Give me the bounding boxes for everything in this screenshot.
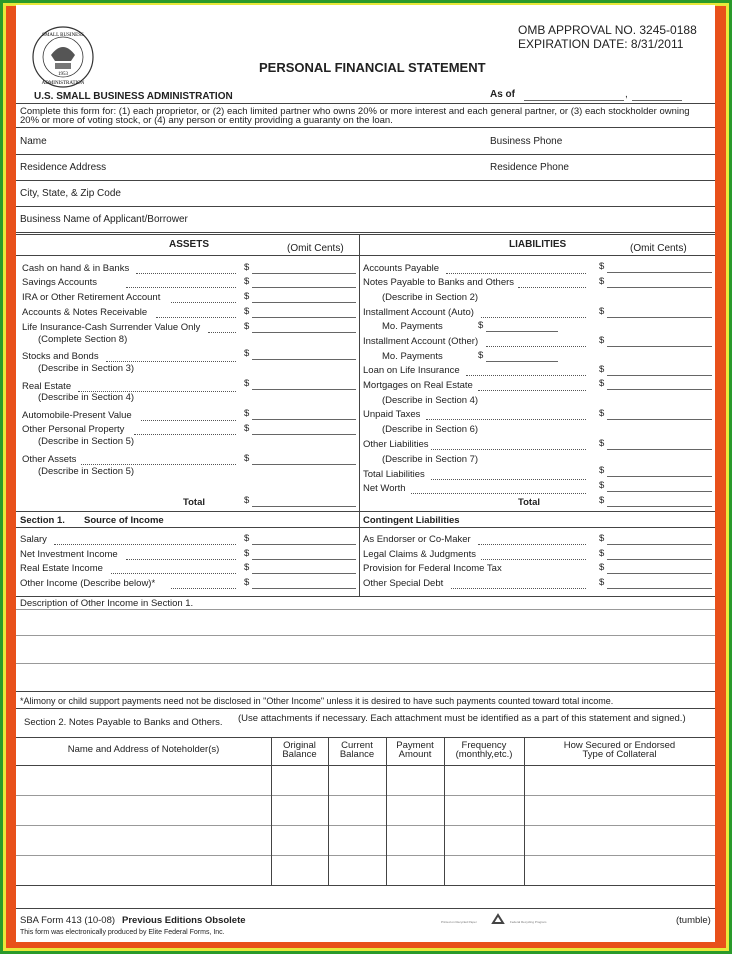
liability-notes-payable: Notes Payable to Banks and Others <box>363 277 515 288</box>
contingent-federal-tax: Provision for Federal Income Tax <box>363 563 502 574</box>
income-salary: Salary <box>20 534 47 545</box>
income-other-input[interactable] <box>252 588 356 589</box>
liability-total-liabilities: Total Liabilities <box>363 469 425 480</box>
tumble-label: (tumble) <box>676 915 711 926</box>
previous-editions-obsolete: Previous Editions Obsolete <box>122 915 246 926</box>
liability-life-insurance-loan-input[interactable] <box>607 375 712 376</box>
contingent-legal-claims-input[interactable] <box>607 559 712 560</box>
currency-sign: $ <box>599 480 605 491</box>
currency-sign: $ <box>244 577 250 588</box>
liabilities-total-input[interactable] <box>607 506 712 507</box>
liability-unpaid-taxes-input[interactable] <box>607 419 712 420</box>
currency-sign: $ <box>599 408 605 419</box>
contingent-endorser: As Endorser or Co-Maker <box>363 534 471 545</box>
liability-mortgages-input[interactable] <box>607 389 712 390</box>
asset-life-insurance: Life Insurance-Cash Surrender Value Only <box>22 322 201 333</box>
seal-bottom-text: ADMINISTRATION <box>41 81 85 86</box>
liability-accounts-payable: Accounts Payable <box>363 263 440 274</box>
contingent-special-debt: Other Special Debt <box>363 578 444 589</box>
other-income-description-label: Description of Other Income in Section 1. <box>20 598 194 609</box>
form-title: PERSONAL FINANCIAL STATEMENT <box>259 60 486 75</box>
as-of-date-input[interactable] <box>524 100 624 101</box>
asset-note-section-8: (Complete Section 8) <box>38 334 128 345</box>
contingent-federal-tax-input[interactable] <box>607 573 712 574</box>
currency-sign: $ <box>244 408 250 419</box>
currency-sign: $ <box>599 495 605 506</box>
recycle-left-text: Printed on Recycled Paper <box>441 920 477 924</box>
contingent-liabilities-title: Contingent Liabilities <box>363 515 460 526</box>
currency-sign: $ <box>244 291 250 302</box>
currency-sign: $ <box>599 562 605 573</box>
currency-sign: $ <box>599 335 605 346</box>
asset-real-estate-input[interactable] <box>252 389 356 390</box>
currency-sign: $ <box>599 465 605 476</box>
assets-total-label: Total <box>183 497 205 508</box>
currency-sign: $ <box>244 321 250 332</box>
liability-total-liabilities-input[interactable] <box>607 476 712 477</box>
instructions-line-1: Complete this form for: (1) each proprietor, or (2) each limited partner who owns 20% or more interest and each general partner, or (3) each stockholder owning <box>20 106 690 117</box>
column-header-noteholder: Name and Address of Noteholder(s) <box>67 744 220 755</box>
produced-by: This form was electronically produced by Elite Federal Forms, Inc. <box>20 929 225 936</box>
form-number: SBA Form 413 (10-08) <box>20 915 116 926</box>
income-other: Other Income (Describe below)* <box>20 578 156 589</box>
income-net-investment-input[interactable] <box>252 559 356 560</box>
currency-sign: $ <box>599 533 605 544</box>
currency-sign: $ <box>244 453 250 464</box>
section-2-title: Section 2. Notes Payable to Banks and Others. <box>24 717 223 728</box>
liabilities-omit-cents: (Omit Cents) <box>630 243 687 254</box>
seal-top-text: SMALL BUSINESS <box>42 33 84 38</box>
liability-notes-payable-input[interactable] <box>607 287 712 288</box>
asset-other: Other Assets <box>22 454 77 465</box>
business-phone-label[interactable]: Business Phone <box>490 136 563 147</box>
residence-address-label[interactable]: Residence Address <box>20 162 107 173</box>
liability-accounts-payable-input[interactable] <box>607 272 712 273</box>
liability-note-section-4: (Describe in Section 4) <box>382 395 479 406</box>
assets-heading: ASSETS <box>169 239 210 250</box>
income-salary-input[interactable] <box>252 544 356 545</box>
liability-note-section-2: (Describe in Section 2) <box>382 292 479 303</box>
recycle-right-text: Federal Recycling Program <box>510 920 547 924</box>
income-net-investment: Net Investment Income <box>20 549 118 560</box>
currency-sign: $ <box>478 320 484 331</box>
currency-sign: $ <box>599 548 605 559</box>
liabilities-heading: LIABILITIES <box>509 239 567 250</box>
contingent-special-debt-input[interactable] <box>607 588 712 589</box>
currency-sign: $ <box>244 262 250 273</box>
asset-note-section-4: (Describe in Section 4) <box>38 392 135 403</box>
contingent-endorser-input[interactable] <box>607 544 712 545</box>
section-1-label: Section 1. <box>20 515 65 526</box>
as-of-label: As of <box>490 89 515 100</box>
asset-note-section-5a: (Describe in Section 5) <box>38 436 135 447</box>
asset-receivable-input[interactable] <box>252 317 356 318</box>
asset-savings-input[interactable] <box>252 287 356 288</box>
currency-sign: $ <box>244 495 250 506</box>
asset-ira: IRA or Other Retirement Account <box>22 292 161 303</box>
liability-installment-auto-input[interactable] <box>607 317 712 318</box>
city-state-zip-label[interactable]: City, State, & Zip Code <box>20 188 121 199</box>
as-of-year-input[interactable] <box>632 100 682 101</box>
currency-sign: $ <box>244 423 250 434</box>
column-header-payment-amount: Payment Amount <box>396 740 434 760</box>
sba-seal-icon <box>31 25 95 89</box>
asset-ira-input[interactable] <box>252 302 356 303</box>
currency-sign: $ <box>599 276 605 287</box>
liability-mortgages: Mortgages on Real Estate <box>363 380 473 391</box>
income-real-estate: Real Estate Income <box>20 563 103 574</box>
currency-sign: $ <box>478 350 484 361</box>
currency-sign: $ <box>244 348 250 359</box>
currency-sign: $ <box>599 364 605 375</box>
asset-receivable: Accounts & Notes Receivable <box>22 307 148 318</box>
liability-unpaid-taxes: Unpaid Taxes <box>363 409 421 420</box>
currency-sign: $ <box>599 438 605 449</box>
section-2-instruction: (Use attachments if necessary. Each attachment must be identified as a part of this statement and signed.) <box>238 713 686 724</box>
asset-note-section-3: (Describe in Section 3) <box>38 363 135 374</box>
currency-sign: $ <box>599 261 605 272</box>
asset-stocks: Stocks and Bonds <box>22 351 99 362</box>
instructions-line-2: 20% or more of voting stock, or (4) any person or entity providing a guaranty on the loan. <box>20 115 393 126</box>
column-header-original-balance: Original Balance <box>282 740 317 760</box>
section-1-title: Source of Income <box>84 515 164 526</box>
mo-payments-other-input[interactable] <box>486 361 558 362</box>
residence-phone-label[interactable]: Residence Phone <box>490 162 569 173</box>
asset-savings: Savings Accounts <box>22 277 97 288</box>
income-real-estate-input[interactable] <box>252 573 356 574</box>
column-header-current-balance: Current Balance <box>339 740 375 760</box>
currency-sign: $ <box>244 548 250 559</box>
asset-personal-property-input[interactable] <box>252 434 356 435</box>
asset-cash: Cash on hand & in Banks <box>22 263 130 274</box>
liability-life-insurance-loan: Loan on Life Insurance <box>363 365 460 376</box>
column-header-collateral: How Secured or Endorsed Type of Collateral <box>563 740 676 760</box>
liability-net-worth-input[interactable] <box>607 491 712 492</box>
liability-mo-payments-other: Mo. Payments <box>382 351 443 362</box>
asset-life-insurance-input[interactable] <box>252 332 356 333</box>
currency-sign: $ <box>244 533 250 544</box>
currency-sign: $ <box>599 577 605 588</box>
as-of-comma: , <box>625 89 628 100</box>
contingent-legal-claims: Legal Claims & Judgments <box>363 549 476 560</box>
asset-note-section-5b: (Describe in Section 5) <box>38 466 135 477</box>
form-page <box>16 5 715 942</box>
asset-personal-property: Other Personal Property <box>22 424 125 435</box>
omb-number: OMB APPROVAL NO. 3245-0188 <box>518 23 697 37</box>
liability-net-worth: Net Worth <box>363 483 406 494</box>
liability-mo-payments-auto: Mo. Payments <box>382 321 443 332</box>
column-header-frequency: Frequency (monthly,etc.) <box>455 740 513 760</box>
liability-note-section-7: (Describe in Section 7) <box>382 454 479 465</box>
liability-installment-other: Installment Account (Other) <box>363 336 479 347</box>
asset-cash-input[interactable] <box>252 273 356 274</box>
liabilities-total-label: Total <box>518 497 540 508</box>
currency-sign: $ <box>244 378 250 389</box>
assets-total-input[interactable] <box>252 506 356 507</box>
currency-sign: $ <box>244 306 250 317</box>
liability-other-input[interactable] <box>607 449 712 450</box>
agency-name: U.S. SMALL BUSINESS ADMINISTRATION <box>34 91 233 102</box>
currency-sign: $ <box>599 306 605 317</box>
liability-note-section-6: (Describe in Section 6) <box>382 424 479 435</box>
liability-installment-other-input[interactable] <box>607 346 712 347</box>
currency-sign: $ <box>244 276 250 287</box>
alimony-note: *Alimony or child support payments need not be disclosed in "Other Income" unless it is desired to have such payments counted toward total income. <box>20 696 614 706</box>
asset-automobile: Automobile-Present Value <box>22 410 132 421</box>
expiration-date: EXPIRATION DATE: 8/31/2011 <box>518 37 684 51</box>
seal-year-text: 1953 <box>58 72 68 77</box>
asset-real-estate: Real Estate <box>22 381 72 392</box>
recycle-icon <box>489 913 507 929</box>
asset-automobile-input[interactable] <box>252 419 356 420</box>
assets-omit-cents: (Omit Cents) <box>287 243 344 254</box>
mo-payments-auto-input[interactable] <box>486 331 558 332</box>
asset-stocks-input[interactable] <box>252 359 356 360</box>
liability-other: Other Liabilities <box>363 439 429 450</box>
currency-sign: $ <box>244 562 250 573</box>
asset-other-input[interactable] <box>252 464 356 465</box>
currency-sign: $ <box>599 378 605 389</box>
name-field-label[interactable]: Name <box>20 136 47 147</box>
liability-installment-auto: Installment Account (Auto) <box>363 307 474 318</box>
business-name-label[interactable]: Business Name of Applicant/Borrower <box>20 214 188 225</box>
